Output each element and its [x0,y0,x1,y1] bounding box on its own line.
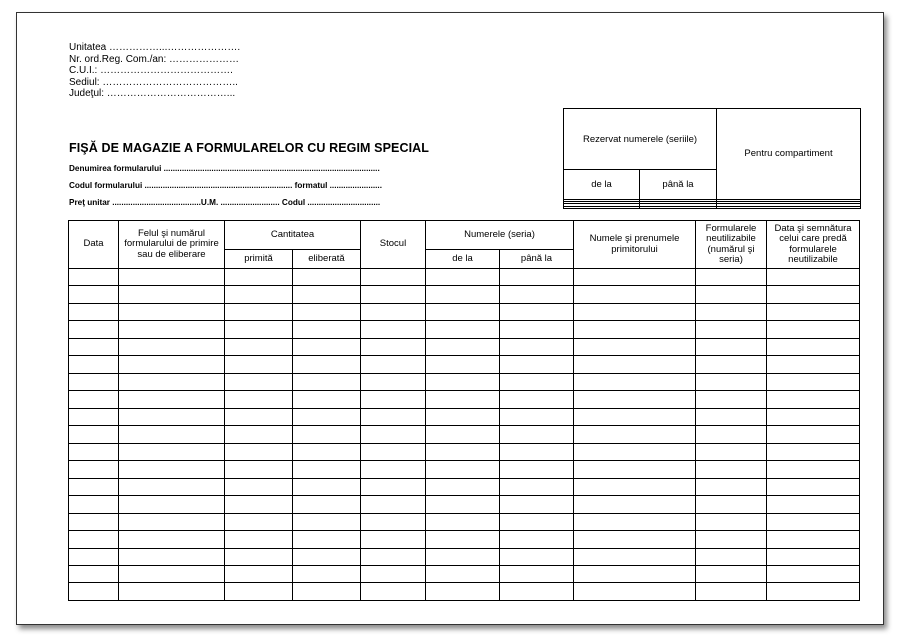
register-cell[interactable] [696,391,767,408]
register-cell[interactable] [119,269,225,286]
register-cell[interactable] [361,356,426,373]
register-cell[interactable] [293,408,361,425]
register-cell[interactable] [119,303,225,320]
register-cell[interactable] [574,426,696,443]
register-cell[interactable] [361,303,426,320]
register-row [69,565,860,582]
register-cell[interactable] [767,373,860,390]
header-de-la: de la [426,250,500,269]
register-cell[interactable] [69,321,119,338]
register-cell[interactable] [119,286,225,303]
register-cell[interactable] [225,303,293,320]
register-cell[interactable] [293,565,361,582]
register-cell[interactable] [767,408,860,425]
register-cell[interactable] [119,548,225,565]
register-cell[interactable] [426,321,500,338]
register-cell[interactable] [225,286,293,303]
register-row [69,321,860,338]
register-cell[interactable] [69,356,119,373]
register-cell[interactable] [500,356,574,373]
register-cell[interactable] [574,531,696,548]
register-row [69,391,860,408]
register-cell[interactable] [574,269,696,286]
register-row [69,338,860,355]
register-cell[interactable] [225,356,293,373]
register-cell[interactable] [361,496,426,513]
register-cell[interactable] [361,391,426,408]
register-cell[interactable] [767,461,860,478]
register-rows [69,269,860,601]
reserved-row [564,206,861,208]
register-cell[interactable] [293,391,361,408]
register-cell[interactable] [696,408,767,425]
register-cell[interactable] [696,373,767,390]
register-cell[interactable] [293,443,361,460]
reserved-cell[interactable] [717,206,861,208]
register-cell[interactable] [574,583,696,601]
register-cell[interactable] [574,443,696,460]
register-cell[interactable] [574,356,696,373]
register-cell[interactable] [696,513,767,530]
register-cell[interactable] [293,338,361,355]
register-cell[interactable] [119,531,225,548]
register-cell[interactable] [426,478,500,495]
register-cell[interactable] [69,548,119,565]
register-cell[interactable] [696,286,767,303]
register-row [69,286,860,303]
register-cell[interactable] [361,513,426,530]
header-stocul: Stocul [361,221,426,269]
register-cell[interactable] [225,461,293,478]
register-cell[interactable] [225,513,293,530]
register-cell[interactable] [69,461,119,478]
register-cell[interactable] [69,373,119,390]
register-cell[interactable] [119,478,225,495]
register-cell[interactable] [500,513,574,530]
register-cell[interactable] [500,548,574,565]
register-cell[interactable] [119,461,225,478]
register-cell[interactable] [696,426,767,443]
register-cell[interactable] [361,531,426,548]
register-row [69,496,860,513]
register-cell[interactable] [361,548,426,565]
register-cell[interactable] [119,496,225,513]
header-numele: Numele şi prenumele primitorului [574,221,696,269]
register-cell[interactable] [225,269,293,286]
register-cell[interactable] [500,321,574,338]
register-cell[interactable] [225,321,293,338]
register-cell[interactable] [500,443,574,460]
register-cell[interactable] [500,478,574,495]
register-cell[interactable] [574,548,696,565]
register-cell[interactable] [119,408,225,425]
register-cell[interactable] [767,303,860,320]
register-cell[interactable] [293,531,361,548]
register-row [69,303,860,320]
register-cell[interactable] [500,391,574,408]
reserved-cell[interactable] [640,206,717,208]
register-row [69,373,860,390]
register-cell[interactable] [426,391,500,408]
header-eliberata: eliberată [293,250,361,269]
register-cell[interactable] [426,531,500,548]
register-cell[interactable] [225,583,293,601]
register-cell[interactable] [500,461,574,478]
register-cell[interactable] [500,338,574,355]
register-cell[interactable] [426,356,500,373]
register-cell[interactable] [119,443,225,460]
field-codul: Codul formularului ................................................................. formatul ....................... [69,181,382,190]
register-cell[interactable] [767,269,860,286]
register-cell[interactable] [767,548,860,565]
form-sheet [16,12,884,625]
register-cell[interactable] [500,286,574,303]
register-cell[interactable] [225,478,293,495]
register-cell[interactable] [500,269,574,286]
register-cell[interactable] [767,338,860,355]
register-cell[interactable] [225,338,293,355]
register-cell[interactable] [69,286,119,303]
register-cell[interactable] [574,478,696,495]
register-cell[interactable] [361,478,426,495]
register-cell[interactable] [500,408,574,425]
register-cell[interactable] [426,443,500,460]
register-cell[interactable] [69,565,119,582]
register-cell[interactable] [767,443,860,460]
register-cell[interactable] [119,356,225,373]
reserved-header-series: Rezervat numerele (seriile) [564,109,717,170]
register-cell[interactable] [119,391,225,408]
register-row [69,408,860,425]
register-cell[interactable] [361,338,426,355]
register-cell[interactable] [293,583,361,601]
register-cell[interactable] [293,496,361,513]
unit-line-unitatea: Unitatea ……………...…………………. [69,42,241,53]
register-cell[interactable] [767,321,860,338]
register-cell[interactable] [119,338,225,355]
register-cell[interactable] [767,286,860,303]
register-cell[interactable] [696,321,767,338]
register-cell[interactable] [767,356,860,373]
register-cell[interactable] [574,513,696,530]
register-cell[interactable] [293,373,361,390]
register-row [69,583,860,601]
reserved-to-label: până la [640,170,717,200]
register-cell[interactable] [767,391,860,408]
unit-line-sediul: Sediul: ………………………………….. [69,76,238,88]
register-cell[interactable] [69,408,119,425]
register-cell[interactable] [500,565,574,582]
register-row [69,426,860,443]
register-cell[interactable] [500,531,574,548]
header-numerele: Numerele (seria) [426,221,574,250]
register-cell[interactable] [225,443,293,460]
register-row [69,531,860,548]
reserved-rows [564,199,861,208]
register-row [69,478,860,495]
register-cell[interactable] [69,478,119,495]
register-cell[interactable] [293,461,361,478]
register-cell[interactable] [696,269,767,286]
register-cell[interactable] [119,565,225,582]
register-cell[interactable] [696,565,767,582]
register-cell[interactable] [119,426,225,443]
register-cell[interactable] [119,373,225,390]
register-row [69,443,860,460]
register-cell[interactable] [225,426,293,443]
register-cell[interactable] [500,303,574,320]
header-data: Data [69,221,119,269]
register-cell[interactable] [426,548,500,565]
register-cell[interactable] [69,513,119,530]
form-title: FIŞĂ DE MAGAZIE A FORMULARELOR CU REGIM SPECIAL [69,141,430,155]
register-cell[interactable] [69,269,119,286]
register-cell[interactable] [361,321,426,338]
field-pret: Preţ unitar .......................................U.M. .......................... Codul ................................ [69,198,381,207]
register-cell[interactable] [119,583,225,601]
register-cell[interactable] [696,338,767,355]
register-cell[interactable] [225,548,293,565]
register-cell[interactable] [361,373,426,390]
register-cell[interactable] [225,373,293,390]
register-cell[interactable] [574,303,696,320]
unit-line-reg-com: Nr. ord.Reg. Com./an: ………………… [69,53,240,65]
compartment-header: Pentru compartiment [717,109,861,200]
register-cell[interactable] [426,461,500,478]
register-cell[interactable] [293,478,361,495]
register-cell[interactable] [767,496,860,513]
register-cell[interactable] [500,426,574,443]
register-cell[interactable] [696,548,767,565]
reserved-numbers-table [563,108,861,209]
register-cell[interactable] [225,408,293,425]
register-cell[interactable] [361,269,426,286]
register-cell[interactable] [426,583,500,601]
header-pana-la: până la [500,250,574,269]
register-cell[interactable] [225,391,293,408]
register-row [69,548,860,565]
register-cell[interactable] [426,303,500,320]
register-cell[interactable] [574,321,696,338]
register-cell[interactable] [767,565,860,582]
register-cell[interactable] [69,338,119,355]
register-cell[interactable] [361,443,426,460]
register-cell[interactable] [361,286,426,303]
register-cell[interactable] [361,565,426,582]
register-cell[interactable] [574,461,696,478]
register-cell[interactable] [696,443,767,460]
register-cell[interactable] [696,478,767,495]
register-row [69,269,860,286]
register-cell[interactable] [426,373,500,390]
register-cell[interactable] [574,565,696,582]
unit-line-judetul: Judeţul: ………………………………... [69,88,236,100]
register-cell[interactable] [225,531,293,548]
register-cell[interactable] [225,565,293,582]
register-row [69,356,860,373]
reserved-from-label: de la [564,170,640,200]
register-cell[interactable] [767,531,860,548]
register-cell[interactable] [574,391,696,408]
register-cell[interactable] [426,426,500,443]
register-cell[interactable] [69,443,119,460]
register-cell[interactable] [293,356,361,373]
register-cell[interactable] [426,496,500,513]
register-row [69,461,860,478]
register-cell[interactable] [426,565,500,582]
register-cell[interactable] [574,286,696,303]
header-semnatura: Data şi semnătura celui care predă formularele neutilizabile [767,221,860,269]
register-cell[interactable] [69,496,119,513]
register-cell[interactable] [69,583,119,601]
register-cell[interactable] [767,478,860,495]
register-cell[interactable] [696,461,767,478]
register-cell[interactable] [119,321,225,338]
register-cell[interactable] [69,391,119,408]
register-cell[interactable] [767,583,860,601]
header-felul: Felul şi numărul formularului de primire sau de eliberare [119,221,225,269]
register-cell[interactable] [574,373,696,390]
register-cell[interactable] [293,548,361,565]
register-cell[interactable] [426,286,500,303]
register-cell[interactable] [574,408,696,425]
unit-line-cui: C.U.I.: …………………………………. [69,65,233,77]
register-table [68,220,860,601]
register-cell[interactable] [767,426,860,443]
register-cell[interactable] [361,408,426,425]
register-cell[interactable] [500,373,574,390]
register-cell[interactable] [361,426,426,443]
register-cell[interactable] [293,269,361,286]
register-cell[interactable] [426,408,500,425]
register-cell[interactable] [767,513,860,530]
register-cell[interactable] [500,496,574,513]
register-cell[interactable] [696,583,767,601]
register-cell[interactable] [696,496,767,513]
register-cell[interactable] [500,583,574,601]
register-cell[interactable] [696,531,767,548]
reserved-cell[interactable] [564,206,640,208]
register-cell[interactable] [426,513,500,530]
register-cell[interactable] [293,303,361,320]
register-row [69,513,860,530]
header-formulare: Formularele neutilizabile (numărul şi seria) [696,221,767,269]
register-cell[interactable] [361,461,426,478]
register-cell[interactable] [293,286,361,303]
register-cell[interactable] [69,531,119,548]
register-cell[interactable] [574,338,696,355]
register-cell[interactable] [361,583,426,601]
register-cell[interactable] [225,496,293,513]
header-primita: primită [225,250,293,269]
header-cantitatea: Cantitatea [225,221,361,250]
register-cell[interactable] [696,356,767,373]
field-denumirea: Denumirea formularului ............................................................................................... [69,164,380,173]
register-cell[interactable] [69,303,119,320]
unit-info [69,42,240,100]
register-cell[interactable] [119,513,225,530]
register-cell[interactable] [696,303,767,320]
register-cell[interactable] [293,321,361,338]
register-cell[interactable] [426,269,500,286]
register-cell[interactable] [293,513,361,530]
register-cell[interactable] [69,426,119,443]
register-cell[interactable] [426,338,500,355]
register-cell[interactable] [574,496,696,513]
register-cell[interactable] [293,426,361,443]
